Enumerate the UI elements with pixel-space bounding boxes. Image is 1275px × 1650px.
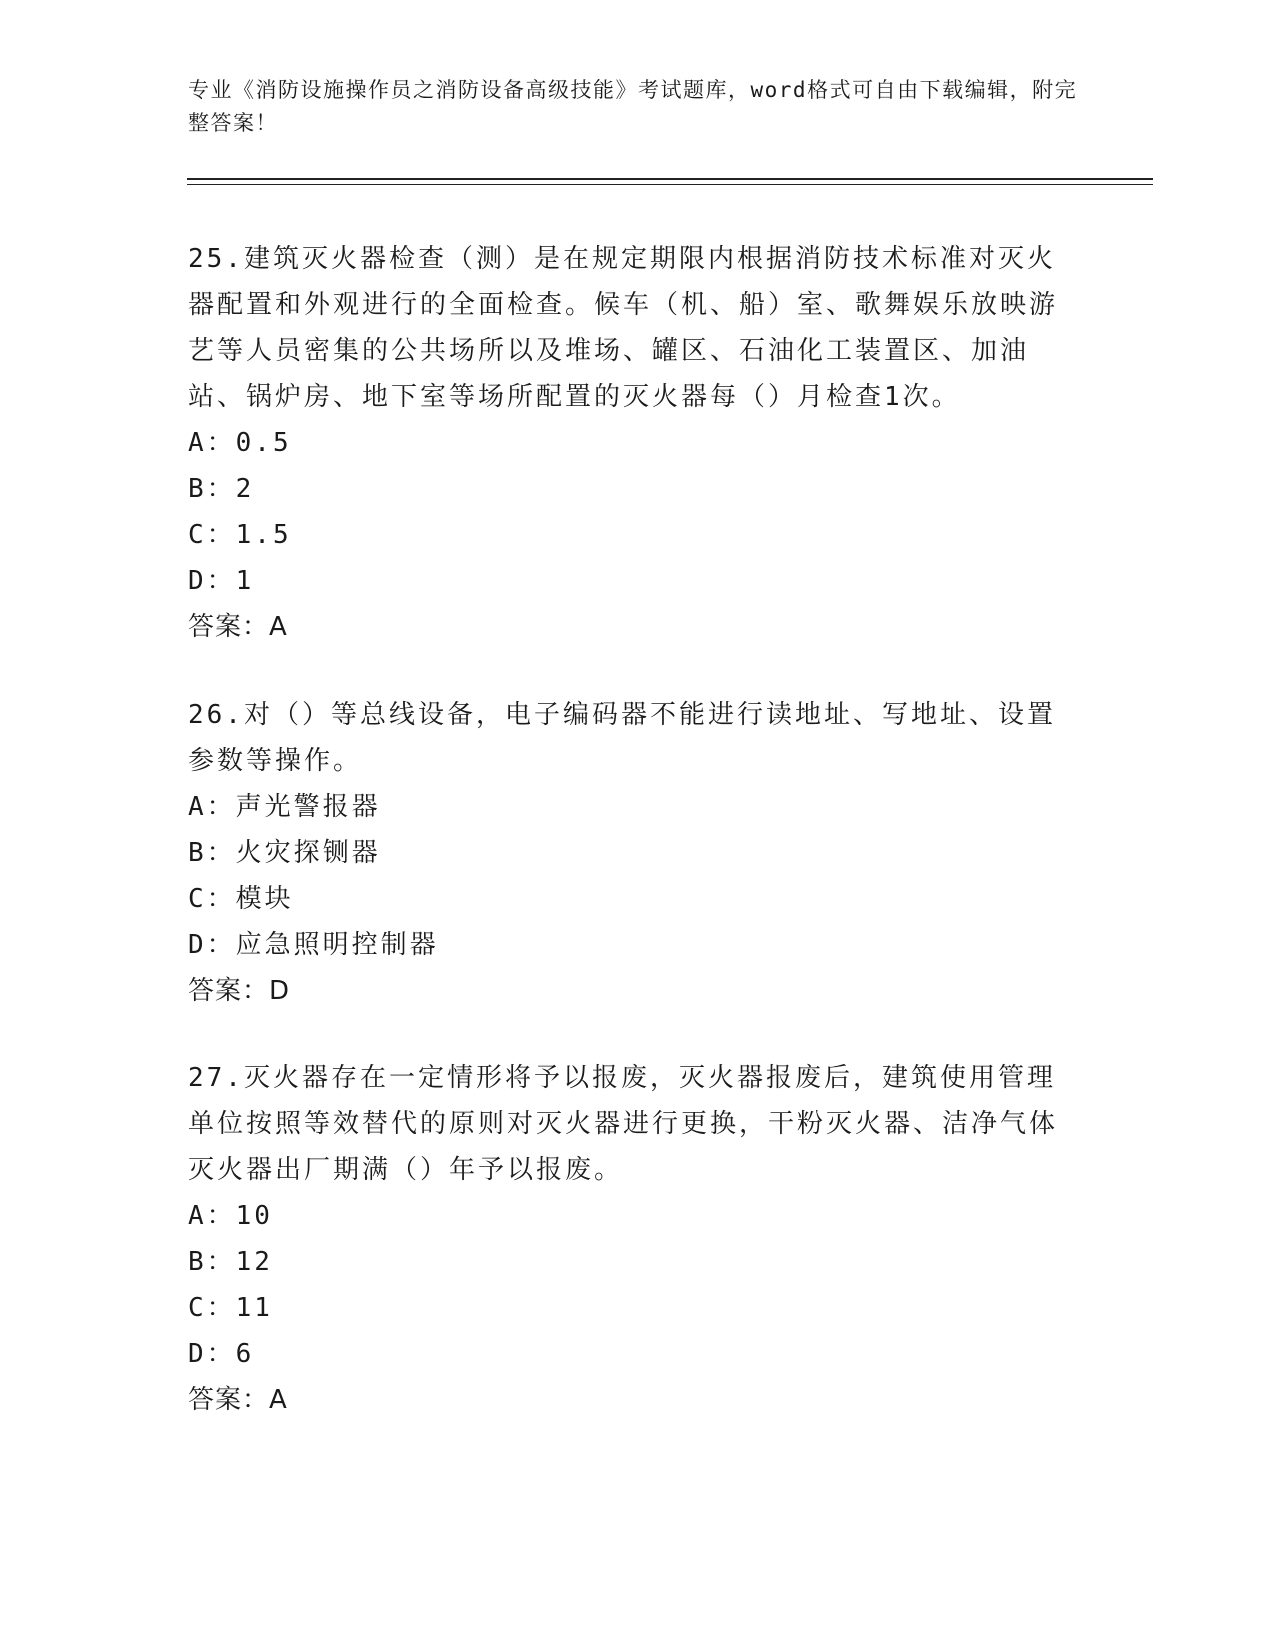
option-d: D：1 xyxy=(188,566,255,596)
option-a: A：声光警报器 xyxy=(188,792,381,822)
option-b: B：2 xyxy=(188,474,255,504)
question-27 xyxy=(188,1055,1078,1423)
answer: 答案：A xyxy=(188,1385,288,1415)
header-divider-thin xyxy=(187,184,1153,185)
option-d: D：6 xyxy=(188,1339,255,1369)
answer: 答案：A xyxy=(188,612,288,642)
question-26 xyxy=(188,692,1078,1014)
option-a: A：0.5 xyxy=(188,428,292,458)
option-c: C：1.5 xyxy=(188,520,292,550)
option-b: B：火灾探铡器 xyxy=(188,838,381,868)
question-stem: 26.对（）等总线设备，电子编码器不能进行读地址、写地址、设置参数等操作。 xyxy=(188,700,1056,776)
option-b: B：12 xyxy=(188,1247,273,1277)
question-stem: 25.建筑灭火器检查（测）是在规定期限内根据消防技术标准对灭火器配置和外观进行的全面检查。候车（机、船）室、歌舞娱乐放映游艺等人员密集的公共场所以及堆场、罐区、石油化工装置区、加油站、锅炉房、地下室等场所配置的灭火器每（）月检查1次。 xyxy=(188,244,1059,412)
option-d: D：应急照明控制器 xyxy=(188,930,439,960)
header-divider xyxy=(187,178,1153,180)
document-header: 专业《消防设施操作员之消防设备高级技能》考试题库，word格式可自由下载编辑，附完整答案！ xyxy=(188,78,1078,135)
answer: 答案：D xyxy=(188,976,291,1006)
option-c: C：11 xyxy=(188,1293,273,1323)
question-stem: 27.灭火器存在一定情形将予以报废，灭火器报废后，建筑使用管理单位按照等效替代的原则对灭火器进行更换，干粉灭火器、洁净气体灭火器出厂期满（）年予以报废。 xyxy=(188,1063,1059,1185)
question-25 xyxy=(188,236,1078,650)
option-c: C：模块 xyxy=(188,884,294,914)
option-a: A：10 xyxy=(188,1201,273,1231)
